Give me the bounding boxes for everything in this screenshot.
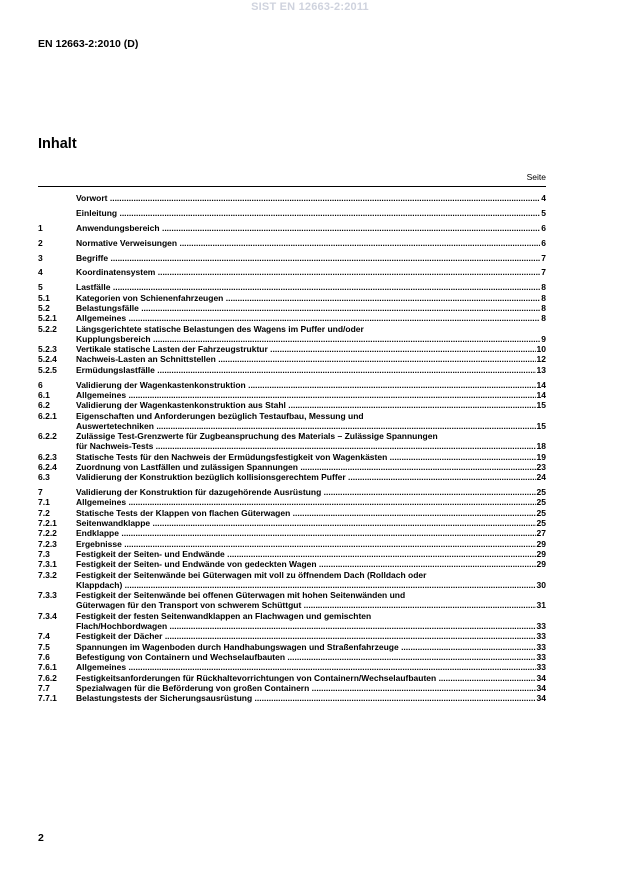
toc-entry-title: Allgemeines ..... [76, 313, 540, 323]
toc-entry-title: Lastfälle ..... [76, 282, 540, 292]
toc-entry-title: Eigenschaften und Anforderungen bezüglich Testaufbau, Messung und [76, 410, 364, 421]
toc-entry-page: 25 [536, 507, 546, 518]
toc-entry[interactable] [38, 673, 546, 683]
toc-entry[interactable] [38, 223, 546, 233]
toc-entry[interactable] [38, 380, 546, 390]
toc-entry-page: 6 [541, 237, 546, 248]
page-number: 2 [38, 832, 44, 844]
toc-entry[interactable] [38, 693, 546, 703]
toc-entry-page: 31 [536, 600, 546, 611]
toc-entry-page: 34 [536, 672, 546, 683]
toc-entry-page: 34 [536, 693, 546, 704]
toc-entry-title: Validierung der Wagenkastenkonstruktion ..... [76, 380, 536, 390]
toc-entry[interactable] [38, 452, 546, 462]
toc-entry-number: 7.1 [38, 497, 50, 508]
toc-entry-page: 8 [541, 292, 546, 303]
toc-entry-title: Anwendungsbereich ..... [76, 223, 540, 233]
toc-entry-number: 5.2.5 [38, 364, 57, 375]
document-id: EN 12663-2:2010 (D) [38, 38, 139, 50]
toc-entry-title: Validierung der Konstruktion für dazugehörende Ausrüstung ..... [76, 487, 536, 497]
toc-entry-number: 5.2.2 [38, 323, 57, 334]
toc-entry-page: 25 [536, 497, 546, 508]
toc-entry-title: Endklappe ..... [76, 528, 536, 538]
toc-entry-title: Festigkeit der festen Seitenwandklappen an Flachwagen und gemischten [76, 610, 372, 621]
toc-entry-number: 5.2.4 [38, 354, 57, 365]
toc-entry-title: Seitenwandklappe ..... [76, 518, 536, 528]
toc-entry-number: 6.2.2 [38, 431, 57, 442]
toc-entry-number: 7 [38, 487, 43, 498]
toc-entry-number: 7.7 [38, 682, 50, 693]
toc-entry-number: 6.3 [38, 472, 50, 483]
toc-entry[interactable] [38, 208, 546, 218]
toc-entry[interactable] [38, 652, 546, 662]
toc-entry-title: Befestigung von Containern und Wechselaufbauten ..... [76, 652, 536, 662]
toc-entry-number: 7.3 [38, 548, 50, 559]
toc-entry[interactable] [38, 570, 546, 591]
toc-entry-title: Zuordnung von Lastfällen und zulässigen Spannungen ..... [76, 462, 536, 472]
toc-entry-number: 7.3.2 [38, 569, 57, 580]
toc-entry[interactable] [38, 611, 546, 632]
toc-entry-title: Allgemeines ..... [76, 497, 536, 507]
toc-entry[interactable] [38, 313, 546, 323]
toc-entry[interactable] [38, 487, 546, 497]
toc-entry-title: Spezialwagen für die Beförderung von großen Containern ..... [76, 683, 536, 693]
toc-entry[interactable] [38, 193, 546, 203]
toc-entry[interactable] [38, 539, 546, 549]
toc-entry[interactable] [38, 590, 546, 611]
toc-entry-page: 7 [541, 252, 546, 263]
toc-entry[interactable] [38, 253, 546, 263]
toc-entry-page: 4 [541, 193, 546, 203]
toc-entry[interactable] [38, 282, 546, 292]
toc-entry-page: 8 [541, 302, 546, 313]
toc-entry-number: 5.2.3 [38, 344, 57, 355]
toc-entry-title: Koordinatensystem ..... [76, 267, 540, 277]
toc-entry-page: 18 [536, 441, 546, 452]
toc-entry-page: 14 [536, 379, 546, 390]
toc-entry-number: 6.1 [38, 389, 50, 400]
toc-entry[interactable] [38, 472, 546, 482]
toc-entry-page: 29 [536, 538, 546, 549]
toc-entry-number: 7.3.4 [38, 610, 57, 621]
toc-entry-page: 15 [536, 400, 546, 411]
toc-entry-page: 34 [536, 682, 546, 693]
toc-entry-title: Statische Tests für den Nachweis der Ermüdungsfestigkeit von Wagenkästen ..... [76, 452, 536, 462]
toc-entry-page: 23 [536, 461, 546, 472]
toc-entry-page: 29 [536, 559, 546, 570]
toc-entry-title: Kategorien von Schienenfahrzeugen ..... [76, 293, 540, 303]
toc-entry-number: 3 [38, 252, 43, 263]
toc-entry-page: 30 [536, 579, 546, 590]
page-title: Inhalt [38, 136, 77, 152]
toc-entry-title: Festigkeit der Seitenwände bei Güterwagen mit voll zu öffnendem Dach (Rolldach oder [76, 569, 427, 580]
toc-entry-title: Statische Tests der Klappen von flachen Güterwagen ..... [76, 508, 536, 518]
toc-entry-number: 7.7.1 [38, 693, 57, 704]
toc-entry-page: 33 [536, 641, 546, 652]
toc-entry-number: 7.3.1 [38, 559, 57, 570]
toc-entry[interactable] [38, 324, 546, 345]
toc-entry-title: Ermüdungslastfälle ..... [76, 365, 536, 375]
toc-entry-page: 13 [536, 364, 546, 375]
toc-entry-title: Ergebnisse ..... [76, 539, 536, 549]
toc-entry-page: 25 [536, 487, 546, 498]
toc-entry[interactable] [38, 293, 546, 303]
toc-entry-title: Normative Verweisungen ..... [76, 238, 540, 248]
toc-entry[interactable] [38, 303, 546, 313]
toc-entry-number: 7.5 [38, 641, 50, 652]
page-column-label: Seite [526, 172, 546, 182]
toc-entry-number: 7.6.1 [38, 662, 57, 673]
toc-entry-title: Festigkeitsanforderungen für Rückhaltevorrichtungen von Containern/Wechselaufbauten ..... [76, 673, 536, 683]
toc-entry-number: 6.2 [38, 400, 50, 411]
toc-entry-title: Vertikale statische Lasten der Fahrzeugstruktur ..... [76, 344, 536, 354]
toc-entry-title: Festigkeit der Seiten- und Endwände von gedeckten Wagen ..... [76, 559, 536, 569]
toc-entry-title: Vorwort ..... [76, 193, 540, 203]
toc-entry-number: 7.6 [38, 651, 50, 662]
watermark: SIST EN 12663-2:2011 [251, 1, 369, 13]
toc-entry-number [38, 208, 76, 218]
toc-entry-page: 6 [541, 222, 546, 233]
toc-entry[interactable] [38, 508, 546, 518]
toc-entry-number: 5 [38, 282, 43, 293]
toc-entry[interactable] [38, 559, 546, 569]
toc-entry[interactable] [38, 549, 546, 559]
toc-entry[interactable] [38, 518, 546, 528]
toc-entry-page: 33 [536, 631, 546, 642]
toc-entry-number: 7.2.3 [38, 538, 57, 549]
toc-entry-title: Validierung der Konstruktion bezüglich kollisionsgerechtem Puffer ..... [76, 472, 536, 482]
toc-entry-title: Zulässige Test-Grenzwerte für Zugbeanspruchung des Materials – Zulässige Spannungen [76, 431, 438, 442]
toc-entry-number: 7.3.3 [38, 590, 57, 601]
toc-entry-page: 8 [541, 313, 546, 324]
toc-entry-number: 7.6.2 [38, 672, 57, 683]
table-of-contents [38, 193, 546, 703]
toc-entry-page: 33 [536, 651, 546, 662]
toc-entry-number: 7.2.1 [38, 518, 57, 529]
toc-entry-title: Allgemeines ..... [76, 390, 536, 400]
toc-entry-page: 27 [536, 528, 546, 539]
toc-entry-title: Nachweis-Lasten an Schnittstellen ..... [76, 354, 536, 364]
toc-entry-page: 25 [536, 518, 546, 529]
toc-entry-title: Flach/Hochbordwagen ..... [76, 621, 536, 631]
toc-entry-page: 15 [536, 420, 546, 431]
toc-entry-page: 7 [541, 267, 546, 278]
toc-entry-number: 6.2.3 [38, 451, 57, 462]
toc-entry-title: Festigkeit der Seitenwände bei offenen Güterwagen mit hohen Seitenwänden und [76, 590, 406, 601]
toc-entry-number: 7.4 [38, 631, 50, 642]
toc-entry[interactable] [38, 431, 546, 452]
toc-entry-number: 5.2 [38, 302, 50, 313]
toc-entry[interactable] [38, 528, 546, 538]
toc-entry-title: Einleitung ..... [76, 208, 540, 218]
toc-entry-page: 33 [536, 621, 546, 632]
toc-entry[interactable] [38, 683, 546, 693]
toc-entry-title: Validierung der Wagenkastenkonstruktion aus Stahl ..... [76, 400, 536, 410]
toc-entry-title: Allgemeines ..... [76, 662, 536, 672]
toc-entry-title: Auswertetechniken ..... [76, 421, 536, 431]
toc-entry-title: Festigkeit der Dächer ..... [76, 631, 536, 641]
toc-entry-title: Spannungen im Wagenboden durch Handhabungswagen und Straßenfahrzeuge ..... [76, 642, 536, 652]
toc-entry-title: Klappdach) ..... [76, 580, 536, 590]
toc-entry-page: 29 [536, 548, 546, 559]
toc-entry-title: Belastungsfälle ..... [76, 303, 540, 313]
toc-entry-number: 2 [38, 237, 43, 248]
toc-entry-page: 24 [536, 472, 546, 483]
toc-entry-number: 7.2.2 [38, 528, 57, 539]
toc-entry-number [38, 193, 76, 203]
toc-entry-page: 8 [541, 282, 546, 293]
toc-entry-number: 7.2 [38, 507, 50, 518]
toc-entry-page: 14 [536, 389, 546, 400]
toc-entry-page: 9 [541, 333, 546, 344]
toc-entry[interactable] [38, 238, 546, 248]
header-rule [38, 186, 546, 187]
toc-entry-number: 1 [38, 222, 43, 233]
toc-entry[interactable] [38, 354, 546, 364]
toc-entry-title: Längsgerichtete statische Belastungen des Wagens im Puffer und/oder [76, 323, 364, 334]
toc-entry-number: 6.2.4 [38, 461, 57, 472]
toc-entry-page: 5 [541, 207, 546, 218]
toc-entry-number: 5.2.1 [38, 313, 57, 324]
toc-entry[interactable] [38, 267, 546, 277]
toc-entry-title: Belastungstests der Sicherungsausrüstung ..... [76, 693, 536, 703]
toc-entry-number: 4 [38, 267, 43, 278]
toc-entry-page: 33 [536, 662, 546, 673]
toc-entry-page: 10 [536, 344, 546, 355]
toc-entry-title: Kupplungsbereich ..... [76, 334, 540, 344]
toc-entry[interactable] [38, 497, 546, 507]
toc-entry[interactable] [38, 642, 546, 652]
toc-entry-title: Güterwagen für den Transport von schwerem Schüttgut ..... [76, 600, 536, 610]
toc-entry[interactable] [38, 390, 546, 400]
toc-entry-title: Begriffe ..... [76, 253, 540, 263]
toc-entry[interactable] [38, 365, 546, 375]
toc-entry[interactable] [38, 400, 546, 410]
toc-entry[interactable] [38, 462, 546, 472]
toc-entry-title: für Nachweis-Tests ..... [76, 441, 536, 451]
toc-entry[interactable] [38, 411, 546, 432]
toc-entry[interactable] [38, 662, 546, 672]
toc-entry[interactable] [38, 631, 546, 641]
toc-entry-number: 6 [38, 379, 43, 390]
toc-entry-title: Festigkeit der Seiten- und Endwände ..... [76, 549, 536, 559]
toc-entry[interactable] [38, 344, 546, 354]
toc-entry-page: 12 [536, 354, 546, 365]
toc-entry-number: 6.2.1 [38, 410, 57, 421]
toc-entry-number: 5.1 [38, 292, 50, 303]
toc-entry-page: 19 [536, 451, 546, 462]
